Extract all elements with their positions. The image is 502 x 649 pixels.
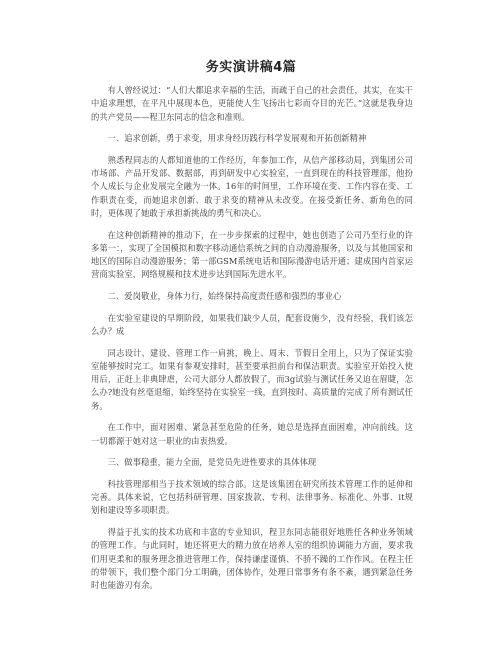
section-heading: 二、爱岗敬业，身体力行，始终保持高度责任感和强烈的事业心 (107, 291, 342, 302)
paragraph: 科技管理部相当于技术领域的综合部。这是该集团在研究所技术管理工作的延伸和完善。具体来说，它包括科研管理、国家拨款、专利、法律事务、标准化、外事、it规划和建设等多项职责。 (91, 478, 413, 516)
paragraph: 在这种创新精神的推动下，在一步步探索的过程中，她也创造了公司乃至行业的许多第一：，实现了全国模拟和数字移动通信系统之间的自动漫游服务，以及与其他国家和地区的国际自动漫游服务；第一部GSM系统电话和国际漫游电话开通；建成国内首家运营商实验室，网络规模和技术进步达到国际先进水平。 (91, 229, 413, 280)
section-heading: 一、追求创新，勇于求变，用求身经历践行科学发展观和开拓创新精神 (107, 133, 367, 144)
document-title: 务实演讲稿4篇 (205, 60, 297, 75)
paragraph: 在实验室建设的早期阶段，如果我们缺少人员，配套设施少，没有经验，我们该怎么办？成 (91, 312, 413, 336)
paragraph: 得益于扎实的技术功底和丰富的专业知识，程卫东同志能很好地胜任各种业务领域的管理工作。与此同时，她还将更大的精力放在培养人室的组织协调能力方面，要求我们用更柔和的服务理念推进管理工作，保持谦虚谨慎、不骄不躁的工作作风。在程主任的带领下，我们整个部门分工明确，团体协作，处理日常事务有条不紊，遇到紧急任务时也能游刃有余。 (91, 526, 413, 591)
paragraph: 同志设计、建设、管理工作一肩挑，晚上、周末、节假日全用上，只为了保证实验室能够按时完工。如果有参观安排时，甚至要承担前台和保洁职责。实验室开始投入使用后，正赶上非典肆虐，公司大部分人都放假了，而3g试验与测试任务又迫在眉睫，怎么办?她没有丝毫退缩，始终坚持在实验室一线，直到按时、高质量的完成了所有测试任务。 (91, 347, 413, 411)
paragraph: 有人曾经说过：“人们大都追求幸福的生活，而疏于自己的社会责任，其实，在实干中追求理想，在平凡中展现本色，更能使人生飞扬出七彩而夺目的光芒。”这就是我身边的共产党员——程卫东同志的信念和准则。 (91, 85, 413, 122)
paragraph: 熟悉程同志的人都知道他的工作经历，年参加工作，从信产部移动局，到集团公司市场部、产品开发部、数据部，再到研发中心实验室，一直到现在的科技管理部，他扮个人成长与企业发展完全融为一体。16年的时间里，工作环境在变、工作内容在变、工作职责在变，而她追求创新、敢于求变的精神从未改变。在接受新任务、新角色的同时，更体现了她敢于承担新挑战的勇气和决心。 (91, 154, 413, 218)
section-heading: 三、做事稳重，能力全面，是党员先进性要求的具体体现 (107, 457, 317, 468)
paragraph: 在工作中，面对困难、紧急甚至危险的任务，她总是选择直面困难，冲向前线。这一切都源于她对这一职业的由衷热爱。 (91, 422, 413, 446)
document-body (91, 84, 413, 592)
